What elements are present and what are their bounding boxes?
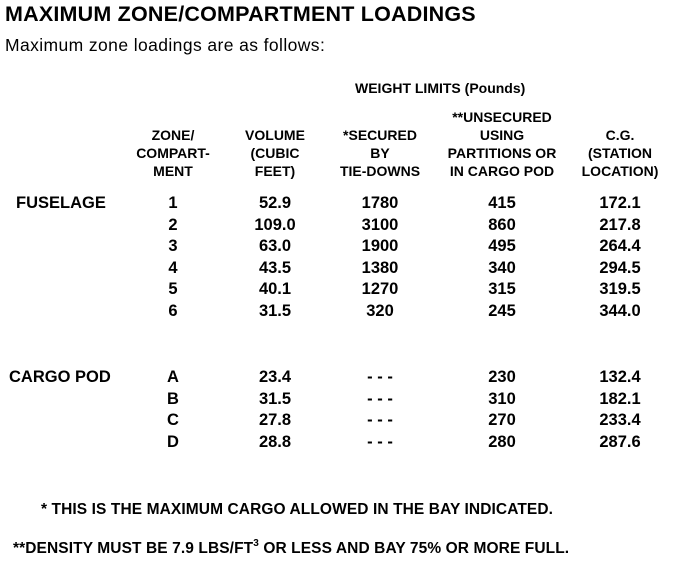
table-cell-zone: 4 <box>168 258 178 277</box>
table-cell-unsecured: 245 <box>488 301 516 320</box>
header-cg-line-3: LOCATION) <box>581 163 659 179</box>
table-cell-zone: 2 <box>168 215 178 234</box>
table-cell-zone: B <box>167 389 179 408</box>
table-cell-unsecured: 270 <box>488 411 516 429</box>
header-cg-line-2: (STATION <box>587 145 653 161</box>
table-cell-secured: 1380 <box>361 258 399 277</box>
table-cell-volume: 43.5 <box>258 258 292 277</box>
header-unsecured-line-2: USING <box>479 127 525 143</box>
table-cell-volume: 52.9 <box>258 194 292 212</box>
header-volume-line-2: (CUBIC <box>250 145 300 161</box>
table-cell-volume: 28.8 <box>258 432 292 451</box>
header-zone <box>128 126 218 180</box>
table-cell-volume: 23.4 <box>258 368 292 386</box>
table-cell-cg: 287.6 <box>599 432 641 451</box>
table-cell-zone: D <box>167 432 179 451</box>
header-cg-line-1: C.G. <box>605 127 635 143</box>
table-cell-cg: 294.5 <box>599 258 641 277</box>
footnote-secured: * THIS IS THE MAXIMUM CARGO ALLOWED IN THE BAY INDICATED. <box>41 501 554 518</box>
header-secured-line-3: TIE-DOWNS <box>339 163 421 179</box>
table-cell-unsecured: 230 <box>488 368 516 386</box>
table-cell-zone: 5 <box>168 280 178 298</box>
header-volume-line-3: FEET) <box>254 163 296 179</box>
table-cell-unsecured: 415 <box>488 194 516 212</box>
table-cell-cg: 182.1 <box>599 389 641 408</box>
table-cell-unsecured: 310 <box>488 389 516 408</box>
table-cell-unsecured: 315 <box>488 280 516 298</box>
table-cell-cg: 132.4 <box>599 368 641 386</box>
table-cell-cg: 172.1 <box>599 194 641 212</box>
footnote-unsecured-text-end: OR LESS AND BAY 75% OR MORE FULL. <box>258 540 570 557</box>
table-cell-volume: 109.0 <box>254 215 296 234</box>
section-label-cargo-pod: CARGO POD <box>9 368 111 386</box>
table-cell-secured: - - - <box>367 411 393 429</box>
table-cell-volume: 31.5 <box>258 389 292 408</box>
header-zone-line-3: MENT <box>153 163 193 179</box>
header-volume-line-1: VOLUME <box>245 127 305 143</box>
header-unsecured-line-1: **UNSECURED <box>452 109 552 125</box>
table-cell-zone: 3 <box>168 237 178 255</box>
header-zone-line-2: COMPART- <box>136 145 210 161</box>
table-cell-cg: 344.0 <box>599 301 641 320</box>
header-secured-line-2: BY <box>370 145 390 161</box>
table-cell-secured: - - - <box>367 368 393 386</box>
header-volume <box>230 126 320 180</box>
table-cell-secured: 1780 <box>361 194 399 212</box>
table-cell-cg: 264.4 <box>599 237 641 255</box>
header-unsecured <box>440 108 564 180</box>
section-label-fuselage: FUSELAGE <box>16 194 106 212</box>
header-zone-line-1: ZONE/ <box>151 127 195 143</box>
page-subtitle: Maximum zone loadings are as follows: <box>5 35 326 55</box>
table-cell-secured: - - - <box>367 389 393 408</box>
table-cell-unsecured: 860 <box>488 215 516 234</box>
table-cell-unsecured: 495 <box>488 237 516 255</box>
footnote-unsecured <box>13 540 569 558</box>
table-cell-secured: 1270 <box>361 280 399 298</box>
header-cg <box>570 126 670 180</box>
table-cell-secured: 320 <box>366 301 394 320</box>
weight-limits-header: WEIGHT LIMITS (Pounds) <box>355 80 526 96</box>
page-title: MAXIMUM ZONE/COMPARTMENT LOADINGS <box>5 2 476 26</box>
table-cell-unsecured: 280 <box>488 432 516 451</box>
table-cell-zone: 1 <box>168 194 178 212</box>
footnote-unsecured-text: **DENSITY MUST BE 7.9 LBS/FT <box>13 540 254 557</box>
table-cell-volume: 40.1 <box>258 280 292 298</box>
header-unsecured-line-4: IN CARGO POD <box>449 163 555 179</box>
header-secured-line-1: *SECURED <box>343 127 417 143</box>
table-cell-volume: 31.5 <box>258 301 292 320</box>
table-cell-secured: 3100 <box>361 215 399 234</box>
table-cell-cg: 233.4 <box>599 411 641 429</box>
table-cell-zone: A <box>167 368 179 386</box>
header-unsecured-line-3: PARTITIONS OR <box>447 145 557 161</box>
table-cell-volume: 27.8 <box>258 411 292 429</box>
table-cell-secured: - - - <box>367 432 393 451</box>
table-cell-volume: 63.0 <box>258 237 292 255</box>
footnote-unsecured-superscript: 3 <box>253 538 259 549</box>
table-cell-cg: 319.5 <box>599 280 641 298</box>
table-cell-cg: 217.8 <box>599 215 641 234</box>
header-secured <box>330 126 430 180</box>
table-cell-zone: C <box>167 411 179 429</box>
table-cell-zone: 6 <box>168 301 178 320</box>
table-cell-secured: 1900 <box>361 237 399 255</box>
table-cell-unsecured: 340 <box>488 258 516 277</box>
